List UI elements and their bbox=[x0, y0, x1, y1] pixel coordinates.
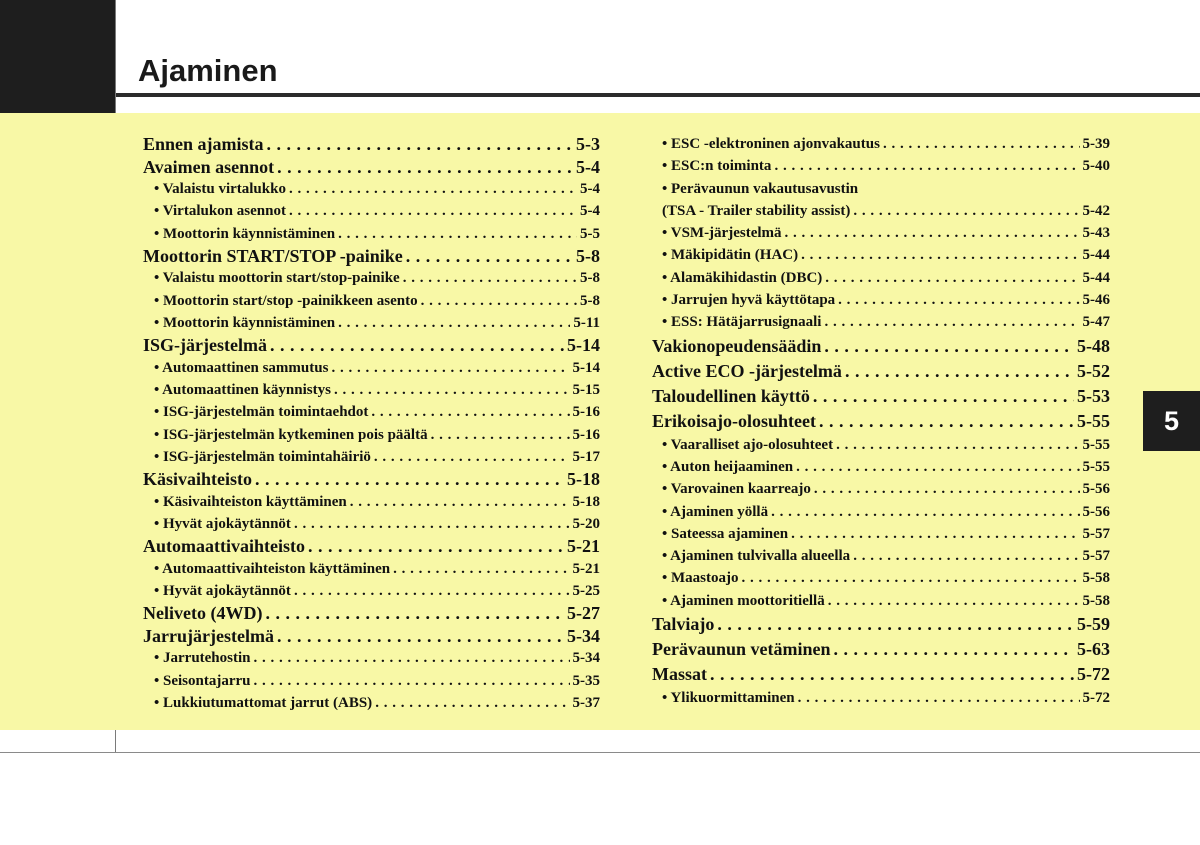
toc-entry-title: Käsivaihteisto bbox=[143, 469, 253, 490]
toc-entry-page: 5-56 bbox=[1082, 481, 1110, 498]
toc-entry-title: • Alamäkihidastin (DBC) bbox=[662, 269, 823, 286]
toc-entry-title: • Ajaminen moottoritiellä bbox=[662, 592, 825, 609]
toc-leader-dots bbox=[277, 156, 573, 179]
toc-entry-title: • Mäkipidätin (HAC) bbox=[662, 247, 799, 264]
toc-entry[interactable] bbox=[652, 384, 1110, 409]
toc-leader-dots bbox=[819, 409, 1074, 434]
toc-entry-page: 5-63 bbox=[1077, 639, 1110, 660]
toc-entry-title: Ennen ajamista bbox=[143, 134, 264, 154]
toc-entry-title: • Perävaunun vakautusavustin bbox=[662, 180, 859, 197]
bottom-rule bbox=[0, 752, 1200, 753]
toc-entry-page: 5-20 bbox=[572, 516, 600, 533]
toc-entry-page: 5-34 bbox=[572, 650, 600, 667]
toc-entry[interactable] bbox=[652, 434, 1110, 456]
toc-entry-page: 5-8 bbox=[580, 292, 600, 309]
toc-left-column bbox=[143, 133, 600, 714]
toc-entry-title: ISG-järjestelmä bbox=[143, 335, 267, 356]
toc-entry-page: 5-42 bbox=[1082, 202, 1110, 219]
toc-entry[interactable] bbox=[652, 545, 1110, 567]
toc-entry[interactable] bbox=[652, 133, 1110, 155]
toc-entry[interactable] bbox=[143, 290, 600, 312]
toc-entry-title: Jarrujärjestelmä bbox=[143, 625, 274, 646]
toc-leader-dots bbox=[254, 670, 570, 692]
chapter-tab[interactable]: 5 bbox=[1143, 391, 1200, 451]
toc-entry-page: 5-37 bbox=[572, 695, 600, 712]
toc-entry-title: • Seisontajarru bbox=[154, 672, 251, 689]
toc-entry-title: (TSA - Trailer stability assist) bbox=[662, 202, 851, 219]
toc-entry-title: Automaattivaihteisto bbox=[143, 536, 305, 557]
toc-leader-dots bbox=[255, 468, 564, 491]
toc-leader-dots bbox=[254, 647, 570, 669]
toc-entry[interactable] bbox=[143, 446, 600, 468]
toc-entry-page: 5-18 bbox=[567, 469, 600, 490]
toc-entry-title: • Lukkiutumattomat jarrut (ABS) bbox=[154, 695, 373, 712]
toc-entry-page: 5-55 bbox=[1077, 410, 1110, 431]
toc-entry[interactable] bbox=[652, 334, 1110, 359]
toc-entry-title: Active ECO -järjestelmä bbox=[652, 360, 842, 381]
toc-entry-page: 5-56 bbox=[1082, 503, 1110, 520]
corner-block bbox=[0, 0, 115, 113]
toc-leader-dots bbox=[828, 590, 1080, 612]
toc-entry-page: 5-5 bbox=[580, 225, 600, 242]
toc-entry[interactable] bbox=[143, 670, 600, 692]
toc-leader-dots bbox=[265, 602, 564, 625]
toc-entry-page: 5-55 bbox=[1082, 458, 1110, 475]
toc-entry[interactable] bbox=[143, 357, 600, 379]
toc-entry-title: • Hyvät ajokäytännöt bbox=[154, 583, 291, 600]
toc-entry[interactable] bbox=[143, 267, 600, 289]
toc-entry[interactable] bbox=[143, 178, 600, 200]
toc-entry[interactable] bbox=[143, 133, 600, 156]
toc-entry-title: • Ajaminen yöllä bbox=[662, 503, 769, 520]
toc-entry-page: 5-18 bbox=[572, 493, 600, 510]
toc-leader-dots bbox=[406, 245, 573, 268]
toc-entry-page: 5-8 bbox=[576, 245, 600, 266]
toc-entry-page: 5-27 bbox=[567, 603, 600, 624]
toc-entry-page: 5-44 bbox=[1082, 247, 1110, 264]
toc-entry-title: • Hyvät ajokäytännöt bbox=[154, 516, 291, 533]
toc-entry[interactable] bbox=[652, 267, 1110, 289]
toc-leader-dots bbox=[791, 523, 1079, 545]
toc-entry[interactable] bbox=[143, 379, 600, 401]
toc-entry-title: • Vaaralliset ajo-olosuhteet bbox=[662, 436, 834, 453]
title-rule bbox=[116, 93, 1200, 97]
toc-leader-dots bbox=[338, 312, 570, 334]
toc-leader-dots bbox=[270, 334, 564, 357]
toc-leader-dots bbox=[289, 178, 577, 200]
toc-entry[interactable] bbox=[143, 401, 600, 423]
toc-entry[interactable] bbox=[143, 602, 600, 625]
toc-entry-title: Erikoisajo-olosuhteet bbox=[652, 410, 816, 431]
toc-leader-dots bbox=[371, 401, 569, 423]
toc-entry-page: 5-57 bbox=[1082, 548, 1110, 565]
toc-leader-dots bbox=[838, 289, 1079, 311]
toc-entry[interactable] bbox=[652, 409, 1110, 434]
toc-entry[interactable] bbox=[652, 200, 1110, 222]
toc-entry[interactable] bbox=[652, 456, 1110, 478]
toc-entry-page: 5-8 bbox=[580, 270, 600, 287]
toc-entry-page: 5-16 bbox=[572, 404, 600, 421]
toc-entry[interactable] bbox=[143, 692, 600, 714]
toc-entry-page: 5-4 bbox=[580, 203, 600, 220]
toc-leader-dots bbox=[834, 637, 1074, 662]
toc-entry-page: 5-72 bbox=[1082, 690, 1110, 707]
toc-entry[interactable] bbox=[652, 523, 1110, 545]
toc-entry[interactable] bbox=[143, 580, 600, 602]
toc-leader-dots bbox=[771, 501, 1079, 523]
toc-entry[interactable] bbox=[652, 359, 1110, 384]
toc-leader-dots bbox=[801, 244, 1079, 266]
toc-entry[interactable] bbox=[143, 513, 600, 535]
toc-entry-page: 5-39 bbox=[1082, 136, 1110, 152]
toc-leader-dots bbox=[813, 384, 1074, 409]
toc-entry[interactable] bbox=[652, 478, 1110, 500]
toc-entry[interactable] bbox=[143, 647, 600, 669]
toc-leader-dots bbox=[814, 478, 1080, 500]
toc-entry-title: Moottorin START/STOP -painike bbox=[143, 245, 403, 266]
toc-leader-dots bbox=[334, 379, 570, 401]
toc-entry-title: • ISG-järjestelmän kytkeminen pois päältä bbox=[154, 426, 428, 443]
toc-leader-dots bbox=[350, 491, 570, 513]
toc-leader-dots bbox=[331, 357, 569, 379]
toc-entry-page: 5-40 bbox=[1082, 158, 1110, 175]
toc-entry-title: • Automaattinen käynnistys bbox=[154, 382, 331, 399]
toc-leader-dots bbox=[338, 223, 577, 245]
toc-leader-dots bbox=[267, 133, 573, 156]
toc-leader-dots bbox=[796, 456, 1079, 478]
toc-entry-title: • Jarrutehostin bbox=[154, 650, 251, 667]
toc-entry-title: • ESS: Hätäjarrusignaali bbox=[662, 314, 822, 331]
toc-leader-dots bbox=[853, 200, 1079, 222]
toc-entry-page: 5-58 bbox=[1082, 570, 1110, 587]
toc-entry-page: 5-15 bbox=[572, 382, 600, 399]
toc-entry[interactable] bbox=[143, 468, 600, 491]
toc-entry-page: 5-11 bbox=[573, 314, 600, 331]
toc-leader-dots bbox=[798, 687, 1080, 709]
toc-leader-dots bbox=[825, 267, 1079, 289]
toc-entry[interactable] bbox=[143, 491, 600, 513]
toc-entry-title: • Ylikuormittaminen bbox=[662, 690, 795, 707]
toc-leader-dots bbox=[824, 334, 1074, 359]
toc-leader-dots bbox=[308, 535, 564, 558]
toc-entry[interactable] bbox=[143, 312, 600, 334]
toc-entry-title: • Maastoajo bbox=[662, 570, 739, 587]
toc-entry[interactable] bbox=[143, 156, 600, 179]
toc-leader-dots bbox=[431, 424, 570, 446]
toc-entry-title: Massat bbox=[652, 664, 707, 685]
toc-entry-page: 5-4 bbox=[580, 181, 600, 197]
toc-entry[interactable] bbox=[652, 289, 1110, 311]
toc-entry-page: 5-52 bbox=[1077, 360, 1110, 381]
toc-entry-title: • Valaistu moottorin start/stop-painike bbox=[154, 270, 400, 287]
toc-entry-title: • Moottorin käynnistäminen bbox=[154, 225, 336, 242]
page-title: Ajaminen bbox=[138, 53, 278, 88]
toc-entry-page: 5-43 bbox=[1082, 225, 1110, 242]
toc-entry[interactable] bbox=[143, 334, 600, 357]
toc-leader-dots bbox=[277, 625, 564, 648]
toc-entry-page: 5-21 bbox=[572, 560, 600, 577]
toc-entry-page: 5-21 bbox=[567, 536, 600, 557]
toc-entry[interactable] bbox=[652, 637, 1110, 662]
toc-leader-dots bbox=[289, 200, 577, 222]
toc-entry-title: • Valaistu virtalukko bbox=[154, 181, 286, 197]
toc-entry-title: Neliveto (4WD) bbox=[143, 603, 263, 624]
toc-leader-dots bbox=[774, 155, 1079, 177]
toc-entry-title: Taloudellinen käyttö bbox=[652, 385, 810, 406]
toc-entry-title: • ESC:n toiminta bbox=[662, 158, 772, 175]
toc-entry[interactable] bbox=[143, 245, 600, 268]
toc-entry[interactable] bbox=[652, 590, 1110, 612]
toc-entry[interactable] bbox=[652, 311, 1110, 333]
toc-entry-page: 5-57 bbox=[1082, 525, 1110, 542]
toc-entry-page: 5-55 bbox=[1082, 436, 1110, 453]
toc-entry-page: 5-35 bbox=[572, 672, 600, 689]
toc-leader-dots bbox=[785, 222, 1080, 244]
toc-entry-title: • Auton heijaaminen bbox=[662, 458, 794, 475]
toc-entry[interactable] bbox=[652, 612, 1110, 637]
toc-leader-dots bbox=[883, 133, 1080, 155]
toc-entry-title: • Ajaminen tulvivalla alueella bbox=[662, 548, 851, 565]
toc-entry-title: Vakionopeudensäädin bbox=[652, 335, 822, 356]
toc-entry-page: 5-47 bbox=[1082, 314, 1110, 331]
toc-right-column bbox=[652, 133, 1110, 709]
toc-entry[interactable] bbox=[652, 244, 1110, 266]
toc-entry-page: 5-16 bbox=[572, 426, 600, 443]
toc-entry-title: • Käsivaihteiston käyttäminen bbox=[154, 493, 347, 510]
toc-leader-dots bbox=[294, 580, 570, 602]
toc-entry-title: • Jarrujen hyvä käyttötapa bbox=[662, 292, 836, 309]
toc-entry-page: 5-4 bbox=[576, 156, 600, 177]
toc-entry-page: 5-72 bbox=[1077, 664, 1110, 685]
toc-leader-dots bbox=[710, 662, 1074, 687]
toc-leader-dots bbox=[853, 545, 1079, 567]
toc-entry[interactable] bbox=[143, 200, 600, 222]
toc-leader-dots bbox=[742, 567, 1080, 589]
toc-entry[interactable] bbox=[652, 567, 1110, 589]
toc-entry[interactable] bbox=[652, 662, 1110, 687]
toc-entry-title: • Automaattivaihteiston käyttäminen bbox=[154, 560, 391, 577]
toc-leader-dots bbox=[374, 446, 570, 468]
toc-entry[interactable] bbox=[143, 558, 600, 580]
toc-entry[interactable] bbox=[143, 424, 600, 446]
toc-entry-page: 5-17 bbox=[572, 448, 600, 465]
toc-entry-page: 5-14 bbox=[572, 359, 600, 376]
toc-entry[interactable] bbox=[652, 178, 1110, 200]
toc-entry-title: • Moottorin käynnistäminen bbox=[154, 314, 336, 331]
toc-leader-dots bbox=[375, 692, 569, 714]
toc-entry-title: • ISG-järjestelmän toimintaehdot bbox=[154, 404, 369, 421]
toc-entry-title: Avaimen asennot bbox=[143, 156, 275, 177]
toc-entry-page: 5-34 bbox=[567, 625, 600, 646]
toc-entry[interactable] bbox=[143, 535, 600, 558]
toc-entry-title: • Virtalukon asennot bbox=[154, 203, 286, 220]
toc-leader-dots bbox=[403, 267, 577, 289]
toc-entry[interactable] bbox=[143, 625, 600, 648]
toc-entry-title: • Moottorin start/stop -painikkeen asento bbox=[154, 292, 418, 309]
toc-entry-title: • ESC -elektroninen ajonvakautus bbox=[662, 136, 880, 152]
toc-entry-title: • ISG-järjestelmän toimintahäiriö bbox=[154, 448, 371, 465]
toc-entry[interactable] bbox=[652, 687, 1110, 709]
toc-leader-dots bbox=[294, 513, 570, 535]
toc-entry-title: • Sateessa ajaminen bbox=[662, 525, 789, 542]
toc-leader-dots bbox=[824, 311, 1079, 333]
toc-entry-page: 5-48 bbox=[1077, 335, 1110, 356]
toc-leader-dots bbox=[845, 359, 1074, 384]
toc-leader-dots bbox=[421, 290, 577, 312]
toc-leader-dots bbox=[836, 434, 1079, 456]
toc-entry-title: Perävaunun vetäminen bbox=[652, 639, 831, 660]
toc-entry-page: 5-53 bbox=[1077, 385, 1110, 406]
toc-entry-page: 5-58 bbox=[1082, 592, 1110, 609]
toc-leader-dots bbox=[717, 612, 1074, 637]
toc-entry-page: 5-59 bbox=[1077, 614, 1110, 635]
toc-leader-dots bbox=[393, 558, 569, 580]
toc-entry-title: • Varovainen kaarreajo bbox=[662, 481, 811, 498]
toc-entry[interactable] bbox=[652, 501, 1110, 523]
toc-entry[interactable] bbox=[652, 155, 1110, 177]
toc-entry[interactable] bbox=[143, 223, 600, 245]
toc-entry-page: 5-46 bbox=[1082, 292, 1110, 309]
toc-entry-title: Talviajo bbox=[652, 614, 715, 635]
toc-entry[interactable] bbox=[652, 222, 1110, 244]
toc-entry-title: • VSM-järjestelmä bbox=[662, 225, 782, 242]
toc-entry-page: 5-14 bbox=[567, 335, 600, 356]
toc-entry-page: 5-25 bbox=[572, 583, 600, 600]
toc-entry-title: • Automaattinen sammutus bbox=[154, 359, 329, 376]
toc-entry-page: 5-3 bbox=[576, 134, 600, 154]
toc-entry-page: 5-44 bbox=[1082, 269, 1110, 286]
